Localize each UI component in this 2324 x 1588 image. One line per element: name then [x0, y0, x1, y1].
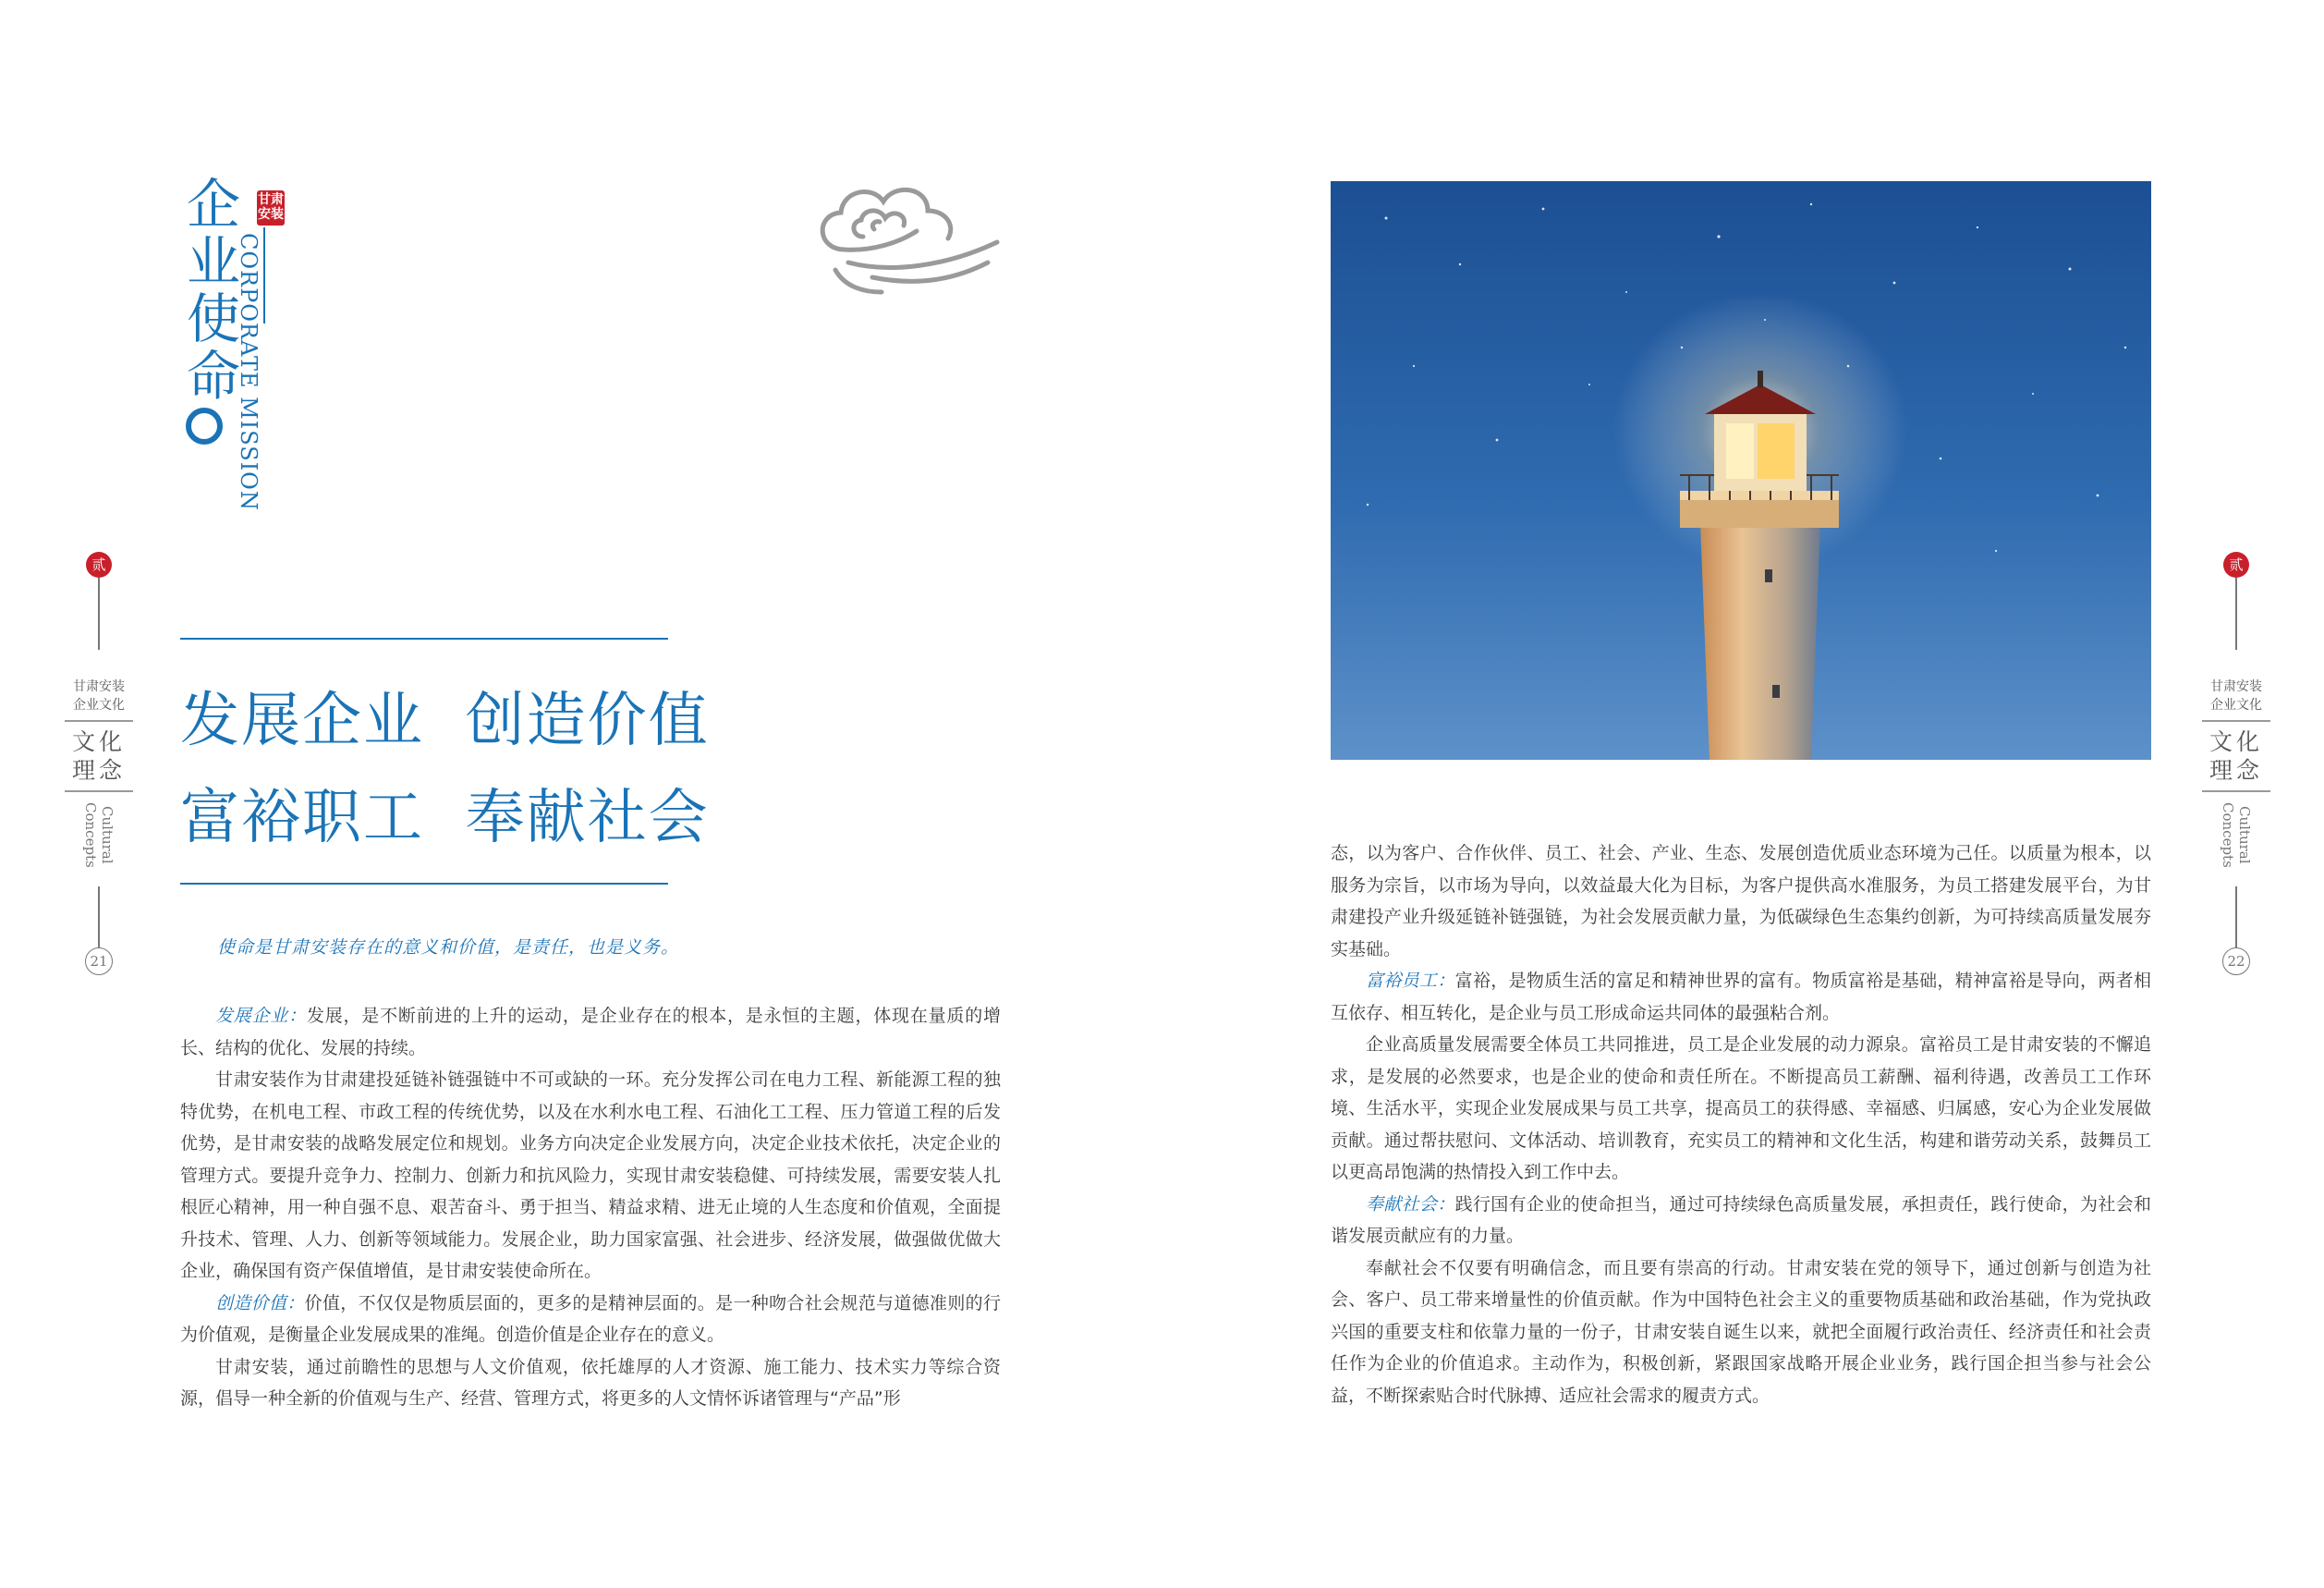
side-rule: [2202, 790, 2270, 792]
page-title-en: CORPORATE MISSION: [236, 233, 262, 511]
section-lead: 奉献社会：: [1366, 1193, 1455, 1215]
side-tab-left: [57, 552, 140, 975]
paragraph: [1331, 1029, 2151, 1189]
slogan-line-2: 富裕职工 奉献社会: [180, 784, 710, 852]
side-rule: [65, 720, 133, 722]
paragraph-text: 奉献社会不仅要有明确信念，而且要有崇高的行动。甘肃安装在党的领导下，通过创新与创造为社会、客户、员工带来增量性的价值贡献。作为中国特色社会主义的重要物质基础和政治基础，作为党执政兴国的重要支柱和依靠力量的一份子，甘肃安装自诞生以来，就把全面履行政治责任、经济责任和社会责任作为企业的价值追求。主动作为，积极创新，紧跟国家战略开展企业业务，践行国企担当参与社会公益，不断探索贴合时代脉搏、适应社会需求的履责方式。: [1331, 1257, 2151, 1406]
paragraph: [1331, 837, 2151, 965]
paragraph-text: 企业高质量发展需要全体员工共同推进，员工是企业发展的动力源泉。富裕员工是甘肃安装的不懈追求，是发展的必然要求，也是企业的使命和责任所在。不断提高员工薪酬、福利待遇，改善员工工作环境、生活水平，实现企业发展成果与员工共享，提高员工的获得感、幸福感、归属感，安心为企业发展做贡献。通过帮扶慰问、文体活动、培训教育，充实员工的精神和文化生活，构建和谐劳动关系，鼓舞员工以更高昂饱满的热情投入到工作中去。: [1331, 1034, 2151, 1182]
side-label-line-2: 企业文化: [2210, 698, 2262, 713]
side-divider: [98, 578, 100, 650]
title-divider: [263, 227, 265, 324]
right-text-column: [1331, 837, 2151, 1411]
side-rule: [2202, 720, 2270, 722]
left-text-column: [180, 1000, 1001, 1415]
side-tab-right: [2195, 552, 2278, 975]
side-divider: [98, 886, 100, 947]
slogan-bottom-rule: [180, 883, 668, 885]
side-label-line-1: 甘肃安装: [73, 679, 125, 694]
page-number: 22: [2222, 947, 2250, 975]
paragraph-text: 态，以为客户、合作伙伴、员工、社会、产业、生态、发展创造优质业态环境为己任。以质量为根本，以服务为宗旨，以市场为导向，以效益最大化为目标，为客户提供高水准服务，为员工搭建发展平台，为甘肃建投产业升级延链补链强链，为社会发展贡献力量，为低碳绿色生态集约创新，为可持续高质量发展夯实基础。: [1331, 843, 2151, 959]
paragraph: [180, 1000, 1001, 1064]
slogan-line-1: 发展企业 创造价值: [180, 687, 710, 755]
intro-statement: 使命是甘肃安装存在的意义和价值，是责任，也是义务。: [217, 937, 680, 958]
side-title-line-1: 文化: [2208, 728, 2263, 755]
chapter-badge: 贰: [2223, 552, 2249, 578]
side-title-en: Cultural Concepts: [2220, 801, 2253, 868]
side-divider: [2235, 886, 2237, 947]
side-label-line-2: 企业文化: [73, 698, 125, 713]
paragraph-text: 价值，不仅仅是物质层面的，更多的是精神层面的。是一种吻合社会规范与道德准则的行为价值观，是衡量企业发展成果的准绳。创造价值是企业存在的意义。: [180, 1292, 1001, 1345]
paragraph-text: 甘肃安装，通过前瞻性的思想与人文价值观，依托雄厚的人才资源、施工能力、技术实力等综合资源，倡导一种全新的价值观与生产、经营、管理方式，将更多的人文情怀诉诸管理与“产品”形: [180, 1356, 1001, 1409]
chapter-badge: 贰: [86, 552, 112, 578]
paragraph: [180, 1288, 1001, 1351]
side-title-line-2: 理念: [2208, 757, 2263, 784]
slogan-top-rule: [180, 638, 668, 640]
section-lead: 富裕员工：: [1366, 971, 1455, 991]
auspicious-cloud-icon: [808, 177, 1002, 298]
side-title-line-1: 文化: [71, 728, 126, 755]
page-number: 21: [85, 947, 113, 975]
side-label-line-1: 甘肃安装: [2210, 679, 2262, 694]
paragraph: [180, 1064, 1001, 1288]
paragraph: [180, 1351, 1001, 1415]
side-title-line-2: 理念: [71, 757, 126, 784]
page-title: 企业使命: [177, 176, 240, 405]
company-seal: [257, 190, 285, 226]
paragraph: [1331, 965, 2151, 1029]
side-title-en: Cultural Concepts: [82, 801, 116, 868]
paragraph: [1331, 1189, 2151, 1252]
section-lead: 发展企业：: [215, 1006, 307, 1026]
paragraph: [1331, 1252, 2151, 1412]
section-lead: 创造价值：: [215, 1292, 305, 1313]
paragraph-text: 甘肃安装作为甘肃建投延链补链强链中不可或缺的一环。充分发挥公司在电力工程、新能源工程的独特优势，在机电工程、市政工程的传统优势，以及在水利水电工程、石油化工工程、压力管道工程的后发优势，是甘肃安装的战略发展定位和规划。业务方向决定企业发展方向，决定企业技术依托，决定企业的管理方式。要提升竞争力、控制力、创新力和抗风险力，实现甘肃安装稳健、可持续发展，需要安装人扎根匠心精神，用一种自强不息、艰苦奋斗、勇于担当、精益求精、进无止境的人生态度和价值观，全面提升技术、管理、人力、创新等领域能力。发展企业，助力国家富强、社会进步、经济发展，做强做优做大企业，确保国有资产保值增值，是甘肃安装使命所在。: [180, 1069, 1001, 1281]
seal-text: 甘肃 安装: [258, 192, 284, 222]
paragraph-text: 富裕，是物质生活的富足和精神世界的富有。物质富裕是基础，精神富裕是导向，两者相互依存、相互转化，是企业与员工形成命运共同体的最强粘合剂。: [1331, 971, 2151, 1023]
paragraph-text: 践行国有企业的使命担当，通过可持续绿色高质量发展，承担责任，践行使命，为社会和谐发展贡献应有的力量。: [1331, 1193, 2151, 1246]
paragraph-text: 发展，是不断前进的上升的运动，是企业存在的根本，是永恒的主题，体现在量质的增长、结构的优化、发展的持续。: [180, 1006, 1001, 1058]
side-divider: [2235, 578, 2237, 650]
side-rule: [65, 790, 133, 792]
lighthouse-photo: [1331, 181, 2151, 760]
title-ring-icon: [186, 408, 223, 445]
